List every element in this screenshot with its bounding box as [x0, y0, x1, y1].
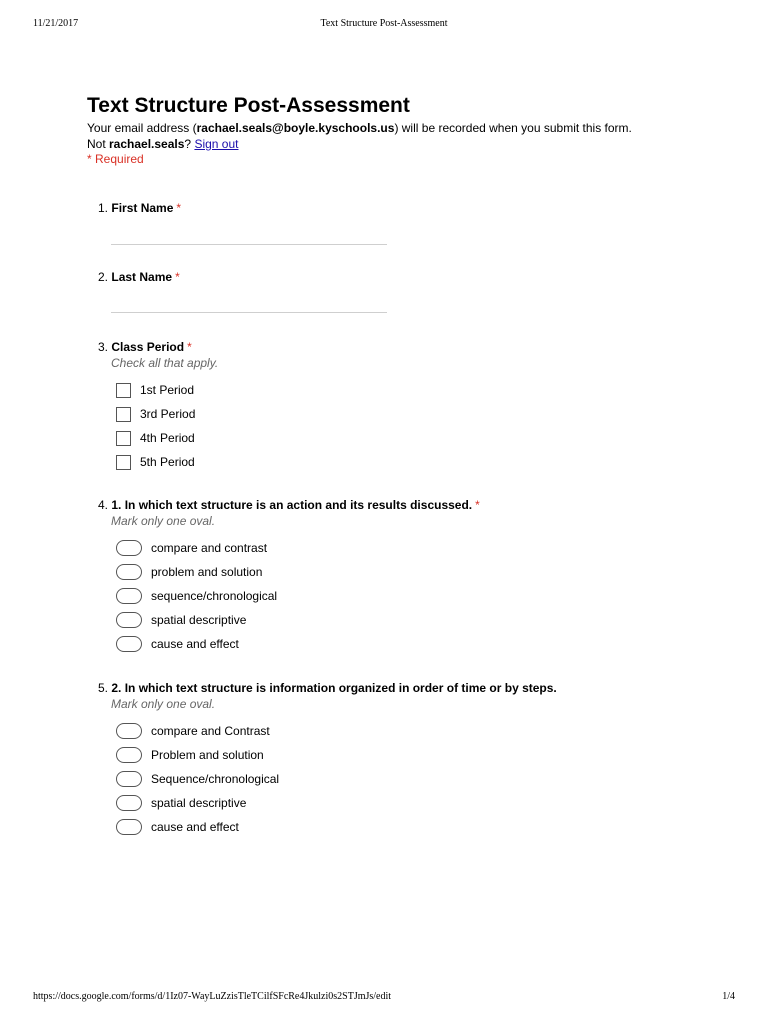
question-heading [98, 269, 718, 285]
option-label: compare and Contrast [151, 724, 270, 738]
option-label: cause and effect [151, 820, 239, 834]
radio-group [116, 719, 718, 839]
question-title: First Name [111, 201, 174, 215]
required-note: * Required [87, 152, 144, 166]
option-label: problem and solution [151, 565, 263, 579]
checkbox-option[interactable] [116, 450, 718, 474]
form-header [87, 92, 687, 167]
question-time-order [98, 680, 718, 839]
account-line [87, 136, 687, 152]
required-star: * [187, 340, 192, 354]
option-label: 3rd Period [140, 407, 196, 421]
checkbox[interactable] [116, 455, 131, 470]
question-last-name [98, 269, 718, 285]
email-notice [87, 120, 687, 136]
email-suffix: ) will be recorded when you submit this form. [394, 121, 632, 135]
question-heading [98, 497, 718, 513]
question-title: 2. In which text structure is information organized in order of time or by steps. [111, 681, 557, 695]
page-number: 1/4 [722, 991, 735, 1002]
radio-group [116, 536, 718, 656]
print-title: Text Structure Post-Assessment [320, 18, 448, 29]
option-label: spatial descriptive [151, 796, 247, 810]
print-footer [0, 991, 768, 1005]
checkbox[interactable] [116, 431, 131, 446]
radio-option[interactable] [116, 791, 718, 815]
option-label: 4th Period [140, 431, 195, 445]
print-header [0, 18, 768, 32]
question-title: 1. In which text structure is an action and its results discussed. [111, 498, 473, 512]
user-email: rachael.seals@boyle.kyschools.us [196, 121, 395, 135]
question-class-period [98, 339, 718, 474]
required-star: * [175, 270, 180, 284]
option-label: 1st Period [140, 383, 195, 397]
radio-option[interactable] [116, 815, 718, 839]
radio-oval[interactable] [116, 636, 142, 652]
sign-out-link[interactable]: Sign out [194, 137, 239, 151]
radio-option[interactable] [116, 584, 718, 608]
required-star: * [176, 201, 182, 215]
radio-oval[interactable] [116, 771, 142, 787]
radio-oval[interactable] [116, 540, 142, 556]
radio-oval[interactable] [116, 588, 142, 604]
checkbox-group [116, 378, 718, 474]
question-first-name [98, 200, 718, 216]
checkbox-option[interactable] [116, 402, 718, 426]
question-number: 1. [98, 201, 109, 215]
option-label: cause and effect [151, 637, 239, 651]
radio-option[interactable] [116, 560, 718, 584]
option-label: compare and contrast [151, 541, 268, 555]
radio-oval[interactable] [116, 723, 142, 739]
radio-option[interactable] [116, 536, 718, 560]
question-heading [98, 339, 718, 355]
option-label: Sequence/chronological [151, 772, 280, 786]
question-action-results [98, 497, 718, 656]
radio-oval[interactable] [116, 612, 142, 628]
radio-option[interactable] [116, 743, 718, 767]
checkbox[interactable] [116, 383, 131, 398]
radio-oval[interactable] [116, 795, 142, 811]
radio-option[interactable] [116, 608, 718, 632]
last-name-field[interactable] [111, 312, 387, 313]
question-number: 3. [98, 340, 109, 354]
question-number: 2. [98, 270, 109, 284]
radio-option[interactable] [116, 632, 718, 656]
radio-option[interactable] [116, 767, 718, 791]
radio-option[interactable] [116, 719, 718, 743]
option-label: 5th Period [140, 455, 195, 469]
not-suffix: ? [184, 137, 195, 151]
question-title: Last Name [111, 270, 173, 284]
question-heading [98, 200, 718, 216]
checkbox[interactable] [116, 407, 131, 422]
option-label: Problem and solution [151, 748, 264, 762]
required-star: * [475, 498, 480, 512]
form-title: Text Structure Post-Assessment [87, 94, 410, 117]
checkbox-option[interactable] [116, 378, 718, 402]
question-hint: Check all that apply. [111, 356, 219, 370]
question-heading [98, 680, 718, 696]
radio-oval[interactable] [116, 747, 142, 763]
print-url: https://docs.google.com/forms/d/1Iz07-WayLuZzisTleTCilfSFcRe4Jkulzi0s2STJmJs/edit [33, 991, 392, 1002]
question-title: Class Period [111, 340, 185, 354]
radio-oval[interactable] [116, 564, 142, 580]
question-hint: Mark only one oval. [111, 514, 216, 528]
email-prefix: Your email address ( [87, 121, 197, 135]
checkbox-option[interactable] [116, 426, 718, 450]
question-number: 4. [98, 498, 109, 512]
first-name-field[interactable] [111, 244, 387, 245]
option-label: sequence/chronological [151, 589, 278, 603]
radio-oval[interactable] [116, 819, 142, 835]
question-number: 5. [98, 681, 109, 695]
option-label: spatial descriptive [151, 613, 247, 627]
question-hint: Mark only one oval. [111, 697, 216, 711]
not-prefix: Not [87, 137, 110, 151]
print-date: 11/21/2017 [33, 18, 79, 29]
user-name: rachael.seals [109, 137, 185, 151]
